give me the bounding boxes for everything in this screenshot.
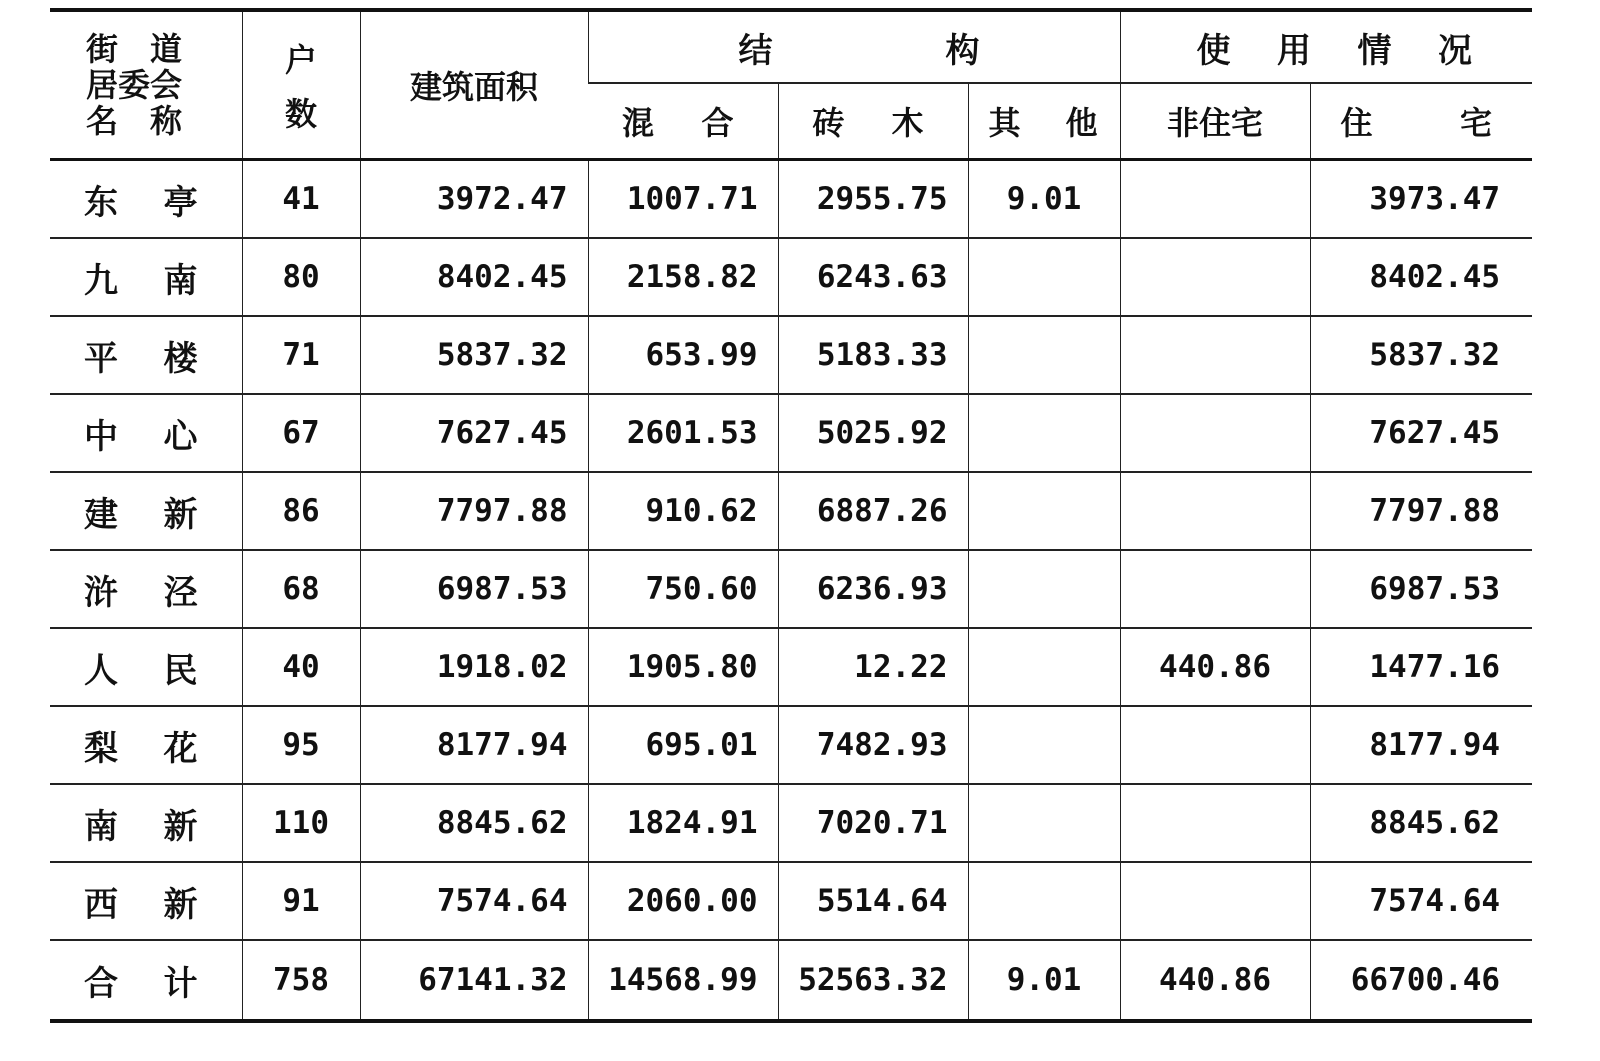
brick-wood-cell: 52563.32 xyxy=(778,940,968,1021)
households-cell: 91 xyxy=(242,862,360,940)
table-row xyxy=(50,550,1532,628)
households-cell: 68 xyxy=(242,550,360,628)
document-page xyxy=(50,8,1532,1023)
residential-cell: 3973.47 xyxy=(1310,160,1532,239)
header-structure-group: 结 构 xyxy=(588,10,1120,83)
table-row xyxy=(50,394,1532,472)
table-row xyxy=(50,472,1532,550)
brick-wood-cell: 5025.92 xyxy=(778,394,968,472)
households-cell: 67 xyxy=(242,394,360,472)
other-cell xyxy=(968,862,1120,940)
non-residential-cell: 440.86 xyxy=(1120,628,1310,706)
committee-name-cell: 西 新 xyxy=(50,862,242,940)
brick-wood-cell: 6243.63 xyxy=(778,238,968,316)
mixed-cell: 750.60 xyxy=(588,550,778,628)
other-cell: 9.01 xyxy=(968,160,1120,239)
non-residential-cell xyxy=(1120,784,1310,862)
committee-name-cell: 合 计 xyxy=(50,940,242,1021)
committee-name-cell: 中 心 xyxy=(50,394,242,472)
residential-cell: 7627.45 xyxy=(1310,394,1532,472)
residential-cell: 7797.88 xyxy=(1310,472,1532,550)
households-cell: 40 xyxy=(242,628,360,706)
area-cell: 8402.45 xyxy=(360,238,588,316)
mixed-cell: 2060.00 xyxy=(588,862,778,940)
area-cell: 1918.02 xyxy=(360,628,588,706)
table-row-total xyxy=(50,940,1532,1021)
table-row xyxy=(50,316,1532,394)
other-cell xyxy=(968,784,1120,862)
mixed-cell: 910.62 xyxy=(588,472,778,550)
table-header xyxy=(50,10,1532,160)
non-residential-cell xyxy=(1120,472,1310,550)
mixed-cell: 1905.80 xyxy=(588,628,778,706)
area-cell: 8845.62 xyxy=(360,784,588,862)
households-cell: 41 xyxy=(242,160,360,239)
residential-cell: 66700.46 xyxy=(1310,940,1532,1021)
brick-wood-cell: 6236.93 xyxy=(778,550,968,628)
households-cell: 80 xyxy=(242,238,360,316)
header-committee-name: 街 道 居委会 名 称 xyxy=(50,10,242,160)
non-residential-cell xyxy=(1120,160,1310,239)
area-cell: 8177.94 xyxy=(360,706,588,784)
table-row xyxy=(50,160,1532,239)
area-cell: 7797.88 xyxy=(360,472,588,550)
header-other: 其 他 xyxy=(968,83,1120,160)
mixed-cell: 1007.71 xyxy=(588,160,778,239)
table-body xyxy=(50,160,1532,1022)
table-row xyxy=(50,862,1532,940)
area-cell: 67141.32 xyxy=(360,940,588,1021)
non-residential-cell xyxy=(1120,238,1310,316)
header-non-residential: 非住宅 xyxy=(1120,83,1310,160)
committee-name-cell: 九 南 xyxy=(50,238,242,316)
mixed-cell: 2601.53 xyxy=(588,394,778,472)
non-residential-cell xyxy=(1120,862,1310,940)
households-cell: 95 xyxy=(242,706,360,784)
other-cell: 9.01 xyxy=(968,940,1120,1021)
header-building-area: 建筑面积 xyxy=(360,10,588,160)
header-residential: 住 宅 xyxy=(1310,83,1532,160)
brick-wood-cell: 7020.71 xyxy=(778,784,968,862)
committee-name-cell: 梨 花 xyxy=(50,706,242,784)
households-cell: 110 xyxy=(242,784,360,862)
brick-wood-cell: 7482.93 xyxy=(778,706,968,784)
area-cell: 7627.45 xyxy=(360,394,588,472)
residential-cell: 8845.62 xyxy=(1310,784,1532,862)
residential-cell: 8402.45 xyxy=(1310,238,1532,316)
committee-name-cell: 平 楼 xyxy=(50,316,242,394)
other-cell xyxy=(968,472,1120,550)
mixed-cell: 14568.99 xyxy=(588,940,778,1021)
committee-name-cell: 浒 泾 xyxy=(50,550,242,628)
non-residential-cell xyxy=(1120,394,1310,472)
header-mixed: 混 合 xyxy=(588,83,778,160)
brick-wood-cell: 6887.26 xyxy=(778,472,968,550)
households-cell: 86 xyxy=(242,472,360,550)
area-cell: 7574.64 xyxy=(360,862,588,940)
residential-cell: 8177.94 xyxy=(1310,706,1532,784)
other-cell xyxy=(968,238,1120,316)
area-cell: 3972.47 xyxy=(360,160,588,239)
committee-name-cell: 南 新 xyxy=(50,784,242,862)
brick-wood-cell: 2955.75 xyxy=(778,160,968,239)
mixed-cell: 2158.82 xyxy=(588,238,778,316)
other-cell xyxy=(968,394,1120,472)
other-cell xyxy=(968,316,1120,394)
housing-statistics-table xyxy=(50,8,1532,1023)
non-residential-cell: 440.86 xyxy=(1120,940,1310,1021)
table-row xyxy=(50,628,1532,706)
non-residential-cell xyxy=(1120,706,1310,784)
non-residential-cell xyxy=(1120,316,1310,394)
brick-wood-cell: 5183.33 xyxy=(778,316,968,394)
mixed-cell: 1824.91 xyxy=(588,784,778,862)
brick-wood-cell: 5514.64 xyxy=(778,862,968,940)
residential-cell: 7574.64 xyxy=(1310,862,1532,940)
header-brick-wood: 砖 木 xyxy=(778,83,968,160)
area-cell: 5837.32 xyxy=(360,316,588,394)
table-row xyxy=(50,238,1532,316)
other-cell xyxy=(968,706,1120,784)
mixed-cell: 695.01 xyxy=(588,706,778,784)
residential-cell: 6987.53 xyxy=(1310,550,1532,628)
other-cell xyxy=(968,628,1120,706)
residential-cell: 1477.16 xyxy=(1310,628,1532,706)
households-cell: 758 xyxy=(242,940,360,1021)
brick-wood-cell: 12.22 xyxy=(778,628,968,706)
non-residential-cell xyxy=(1120,550,1310,628)
committee-name-cell: 建 新 xyxy=(50,472,242,550)
committee-name-cell: 人 民 xyxy=(50,628,242,706)
residential-cell: 5837.32 xyxy=(1310,316,1532,394)
area-cell: 6987.53 xyxy=(360,550,588,628)
header-usage-group: 使 用 情 况 xyxy=(1120,10,1532,83)
table-row xyxy=(50,706,1532,784)
table-row xyxy=(50,784,1532,862)
households-cell: 71 xyxy=(242,316,360,394)
header-households: 户 数 xyxy=(242,10,360,160)
other-cell xyxy=(968,550,1120,628)
committee-name-cell: 东 亭 xyxy=(50,160,242,239)
mixed-cell: 653.99 xyxy=(588,316,778,394)
